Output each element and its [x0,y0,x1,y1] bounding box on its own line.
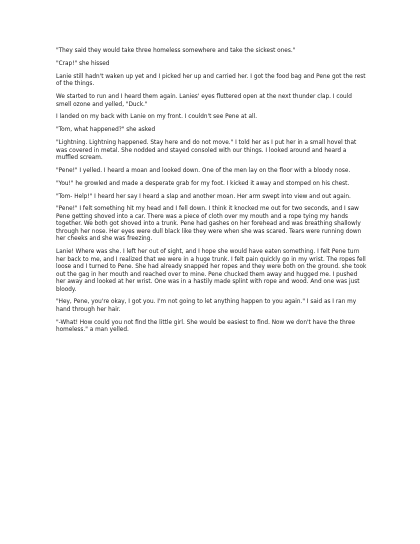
paragraph-14: "-What! How could you not find the little girl. She would be easiest to find. Now we don't have the three homeless." a man yelled. [56,319,356,334]
document-page [56,48,368,340]
paragraph-12: Lanie! Where was she. I left her out of sight, and I hope she would have eaten something. I felt Pene turn her back to me, and I realized that we were in a huge trunk. I felt pain quickly go in my wrist. The ropes fell loose and I turned to Pene. She had already snapped her ropes and they were both on the ground. she took out the gag in her mouth and reached over to mine. Pene chucked them away and hugged me. I pushed her away and looked at her wrist. One was in a hastily made splint with rope and wood. And one was just bloody. [56,249,367,293]
paragraph-8: "Pene!" I yelled. I heard a moan and looked down. One of the men lay on the floor with a bloody nose. [56,167,351,174]
paragraph-1: "They said they would take three homeless somewhere and take the sickest ones." [56,48,296,54]
paragraph-13: "Hey, Pene, you're okay, I got you. I'm not going to let anything happen to you again." I said as I ran my hand through her hair. [56,299,357,313]
paragraph-11: "Pene!" I felt something hit my head and I fell down. I think it knocked me out for two seconds, and I saw Pene getting shoved into a car. There was a piece of cloth over my mouth and a rope tying my hands together. We both got shoved into a trunk. Pene had gashes on her forehead and was breathing shallowly through her nose. Her eyes were dull black like they were when she was scared. Tears were running down her cheeks and she was freezing. [56,206,362,243]
paragraph-3: Lanie still hadn't waken up yet and I picked her up and carried her. I got the food bag and Pene got the rest of the things. [56,73,366,88]
paragraph-2: "Crap!" she hissed [56,60,110,67]
paragraph-6: "Tom, what happened?" she asked [56,127,156,134]
paragraph-7: "Lightning. Lightning happened. Stay here and do not move." I told her as I put her in a small hovel that was covered in metal. She nodded and stayed consoled with our things. I looked around and heard a muffled scream. [56,140,357,162]
paragraph-5: I landed on my back with Lanie on my front. I couldn't see Pene at all. [56,114,258,121]
paragraph-10: "Tom- Help!" I heard her say I heard a slap and another moan. Her arm swept into view and out again. [56,193,351,200]
paragraph-9: "You!" he growled and made a desperate grab for my foot. I kicked it away and stomped on his chest. [56,180,350,187]
paragraph-4: We started to run and I heard them again. Lanies' eyes fluttered open at the next thunder clap. I could smell ozone and yelled, "Duck." [56,94,352,108]
